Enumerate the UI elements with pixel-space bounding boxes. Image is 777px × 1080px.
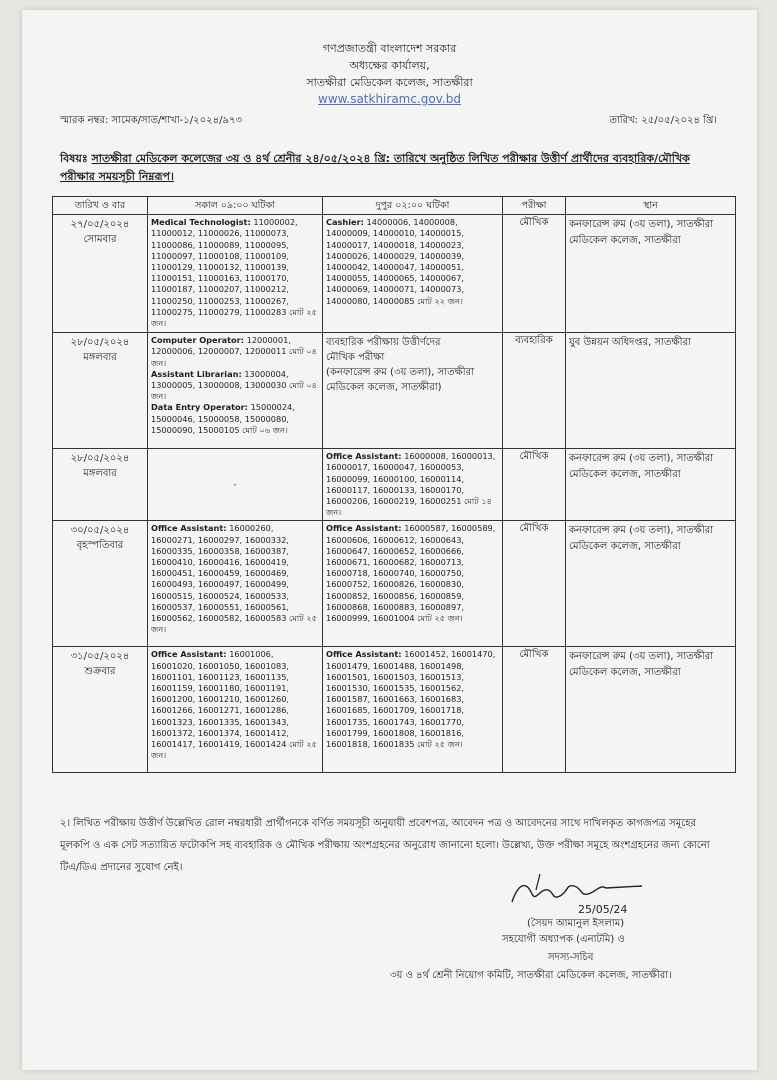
exam-type: মৌখিক bbox=[503, 449, 566, 521]
exam-type: ব্যবহারিক bbox=[503, 333, 566, 449]
row-day: সোমবার bbox=[83, 234, 117, 246]
roll-list: 11000002, 11000012, 11000026, 11000073, 11000086, 11000089, 11000095, 11000097, 11000108, 11000109, 11000129, 11000132, 11000139, 11000151, 11000163, 11000170, 11000187, 11000207, 11000212, 11000250, 11000253, 11000267, 11000275, 11000279, 11000283 bbox=[151, 217, 298, 317]
date-cell bbox=[53, 521, 148, 647]
total-count: মোট ১৪ জন। bbox=[326, 496, 492, 518]
total-count: মোট ২৫ জন। bbox=[151, 613, 317, 635]
post-name: Office Assistant: bbox=[326, 451, 402, 462]
exam-type: মৌখিক bbox=[503, 215, 566, 333]
subject-label: বিষয়ঃ bbox=[60, 152, 88, 165]
schedule-table bbox=[52, 196, 736, 773]
post-name: Office Assistant: bbox=[151, 649, 227, 660]
website-link[interactable]: www.satkhiramc.gov.bd bbox=[318, 92, 461, 106]
roll-list: 16000587, 16000589, 16000606, 16000612, 16000643, 16000647, 16000652, 16000666, 16000671, 16000682, 16000713, 16000718, 16000740, 16000750, 16000752, 16000826, 16000830, 16000852, 16000856, 16000859, 16000868, 16000883, 16000897, 16000999, 16001004 bbox=[326, 523, 496, 624]
afternoon-cell bbox=[323, 449, 503, 521]
table-row bbox=[53, 215, 736, 333]
row-day: মঙ্গলবার bbox=[83, 352, 117, 364]
morning-cell bbox=[148, 449, 323, 521]
afternoon-cell bbox=[323, 521, 503, 647]
committee-name: ৩য় ও ৪র্থ শ্রেনী নিয়োগ কমিটি, সাতক্ষীরা মেডিকেল কলেজ, সাতক্ষীরা। bbox=[390, 970, 672, 981]
post-group bbox=[151, 369, 319, 403]
total-count: মোট ০৬ জন। bbox=[242, 424, 288, 435]
roll-list: 16000260, 16000271, 16000297, 16000332, 16000335, 16000358, 16000387, 16000410, 16000416, 16000419, 16000451, 16000459, 16000469, 16000493, 16000497, 16000499, 16000515, 16000524, 16000533, 16000537, 16000551, 16000561, 16000562, 16000582, 16000583 bbox=[151, 523, 290, 624]
roll-list: 16001452, 16001470, 16001479, 16001488, 16001498, 16001501, 16001503, 16001513, 16001530, 16001535, 16001562, 16001587, 16001663, 16001683, 16001685, 16001709, 16001718, 16001735, 16001743, 16001770, 16001799, 16001808, 16001816, 16001818, 16001835 bbox=[326, 649, 496, 750]
morning-cell bbox=[148, 647, 323, 773]
header-place: স্থান bbox=[566, 197, 736, 215]
total-count: মোট ২৫ জন। bbox=[151, 739, 317, 761]
row-date: ২৮/০৫/২০২৪ bbox=[70, 337, 130, 349]
post-name: Office Assistant: bbox=[326, 649, 402, 660]
post-group bbox=[151, 335, 319, 369]
table-row bbox=[53, 333, 736, 449]
total-count: মোট ২২ জন। bbox=[417, 295, 463, 306]
post-name: Office Assistant: bbox=[326, 523, 402, 534]
signatory-name: (সৈয়দ আমানুল ইসলাম) bbox=[527, 918, 625, 929]
date-cell bbox=[53, 333, 148, 449]
post-name: Computer Operator: bbox=[151, 335, 244, 346]
office-heading: অধ্যক্ষের কার্যালয়, bbox=[349, 59, 430, 72]
memo-date: তারিখ: ২৫/০৫/২০২৪ খ্রি। bbox=[609, 115, 717, 126]
total-count: মোট ২৫ জন। bbox=[417, 613, 463, 624]
afternoon-cell bbox=[323, 215, 503, 333]
roll-list: 14000006, 14000008, 14000009, 14000010, 14000015, 14000017, 14000018, 14000023, 14000026, 14000029, 14000039, 14000042, 14000047, 14000051, 14000055, 14000065, 14000067, 14000069, 14000071, 14000073, 14000080, 14000085 bbox=[326, 217, 465, 306]
practical-note-line3: (কনফারেন্স রুম (৩য় তলা), সাতক্ষীরা মেডিকেল কলেজ, সাতক্ষীরা) bbox=[326, 367, 475, 394]
subject-text: সাতক্ষীরা মেডিকেল কলেজের ৩য় ও ৪র্থ শ্রেনীর ২৪/০৫/২০২৪ খ্রি: তারিখে অনুষ্ঠিত লিখিত পরীক্ষার উত্তীর্ণ প্রার্থীদের ব্যবহারিক/মৌখিক পরীক্ষার সময়সূচী নিম্নরূপ। bbox=[60, 152, 690, 183]
exam-place: যুব উন্নয়ন অধিদপ্তর, সাতক্ষীরা bbox=[566, 333, 736, 449]
post-name: Assistant Librarian: bbox=[151, 368, 242, 379]
college-heading: সাতক্ষীরা মেডিকেল কলেজ, সাতক্ষীরা bbox=[306, 76, 473, 89]
table-row bbox=[53, 647, 736, 773]
row-day: মঙ্গলবার bbox=[83, 468, 117, 480]
header-exam: পরীক্ষা bbox=[503, 197, 566, 215]
signature-date: 25/05/24 bbox=[578, 903, 628, 916]
instruction-note: ২। লিখিত পরীক্ষায় উত্তীর্ণ উল্লেখিত রোল নম্বরধারী প্রার্থীগনকে বর্ণিত সময়সূচী অনুযায়ী প্রবেশপত্র, আবেদন পত্র ও আবেদনের সাথে দাখিলকৃত কাগজপত্র সমূহের মূলকপি ও এক সেট সত্যায়িত ফটোকপি সহ ব্যবহারিক ও মৌখিক পরীক্ষায় অংশগ্রহনের অনুরোধ জানানো হলো। উল্লেখ্য, উক্ত পরীক্ষা সমূহে অংশগ্রহনের জন্য কোনো টিএ/ডিএ প্রদানের সুযোগ নেই। bbox=[60, 818, 710, 873]
post-name: Office Assistant: bbox=[151, 523, 227, 534]
roll-list: 12000001, 12000006, 12000007, 12000011 bbox=[151, 335, 291, 357]
row-date: ২৮/০৫/২০২৪ bbox=[70, 453, 130, 465]
signatory-role: সদস্য-সচিব bbox=[548, 952, 594, 963]
exam-type: মৌখিক bbox=[503, 647, 566, 773]
date-cell bbox=[53, 215, 148, 333]
exam-place: কনফারেন্স রুম (৩য় তলা), সাতক্ষীরা মেডিকেল কলেজ, সাতক্ষীরা bbox=[566, 449, 736, 521]
date-cell bbox=[53, 647, 148, 773]
morning-cell bbox=[148, 521, 323, 647]
post-name: Data Entry Operator: bbox=[151, 402, 248, 413]
row-date: ২৭/০৫/২০২৪ bbox=[70, 219, 130, 231]
roll-list: 13000004, 13000005, 13000008, 13000030 bbox=[151, 368, 289, 391]
signature-scribble-icon bbox=[492, 866, 662, 916]
exam-place: কনফারেন্স রুম (৩য় তলা), সাতক্ষীরা মেডিকেল কলেজ, সাতক্ষীরা bbox=[566, 647, 736, 773]
afternoon-cell bbox=[323, 333, 503, 449]
practical-note-line1: ব্যবহারিক পরীক্ষায় উত্তীর্ণদের bbox=[326, 337, 441, 349]
table-row bbox=[53, 521, 736, 647]
exam-type: মৌখিক bbox=[503, 521, 566, 647]
subject-line bbox=[60, 150, 715, 186]
roll-list: 16001006, 16001020, 16001050, 16001083, 16001101, 16001123, 16001135, 16001159, 16001180, 16001191, 16001200, 16001210, 16001260, 16001266, 16001271, 16001286, 16001323, 16001335, 16001343, 16001372, 16001374, 16001412, 16001417, 16001419, 16001424 bbox=[151, 649, 290, 750]
document-page bbox=[22, 10, 757, 1070]
morning-cell bbox=[148, 333, 323, 449]
total-count: মোট ২৫ জন। bbox=[151, 306, 317, 329]
empty-dash: - bbox=[233, 479, 237, 490]
handwritten-signature bbox=[492, 866, 662, 916]
row-day: শুক্রবার bbox=[84, 666, 116, 678]
row-date: ৩০/০৫/২০২৪ bbox=[70, 525, 130, 537]
table-row bbox=[53, 449, 736, 521]
row-day: বৃহস্পতিবার bbox=[76, 540, 124, 552]
total-count: মোট ২৫ জন। bbox=[417, 739, 463, 750]
signatory-designation: সহযোগী অধ্যাপক (এনাটমি) ও bbox=[502, 934, 625, 945]
row-date: ৩১/০৫/২০২৪ bbox=[70, 651, 130, 663]
post-group bbox=[151, 402, 319, 436]
exam-place: কনফারেন্স রুম (৩য় তলা), সাতক্ষীরা মেডিকেল কলেজ, সাতক্ষীরা bbox=[566, 521, 736, 647]
header-date-day: তারিখ ও বার bbox=[53, 197, 148, 215]
roll-list: 15000024, 15000046, 15000058, 15000080, 15000090, 15000105 bbox=[151, 402, 295, 435]
header-afternoon: দুপুর ০২:০০ ঘটিকা bbox=[323, 197, 503, 215]
header-morning: সকাল ০৯:০০ ঘটিকা bbox=[148, 197, 323, 215]
post-name: Medical Technologist: bbox=[151, 217, 251, 228]
post-name: Cashier: bbox=[326, 217, 364, 228]
total-count: মোট ০৪ জন। bbox=[151, 380, 317, 402]
roll-list: 16000008, 16000013, 16000017, 16000047, 16000053, 16000099, 16000100, 16000114, 16000117, 16000133, 16000170, 16000206, 16000219, 16000251 bbox=[326, 451, 496, 507]
date-cell bbox=[53, 449, 148, 521]
govt-heading: গণপ্রজাতন্ত্রী বাংলাদেশ সরকার bbox=[322, 42, 457, 55]
exam-place: কনফারেন্স রুম (৩য় তলা), সাতক্ষীরা মেডিকেল কলেজ, সাতক্ষীরা bbox=[566, 215, 736, 333]
total-count: মোট ০৪ জন। bbox=[151, 346, 317, 368]
practical-note-line2: মৌখিক পরীক্ষা bbox=[326, 352, 385, 364]
memo-number: স্মারক নম্বর: সামেক/সাত/শাখা-১/২০২৪/৯৭৩ bbox=[60, 115, 242, 126]
table-header-row bbox=[53, 197, 736, 215]
afternoon-cell bbox=[323, 647, 503, 773]
morning-cell bbox=[148, 215, 323, 333]
